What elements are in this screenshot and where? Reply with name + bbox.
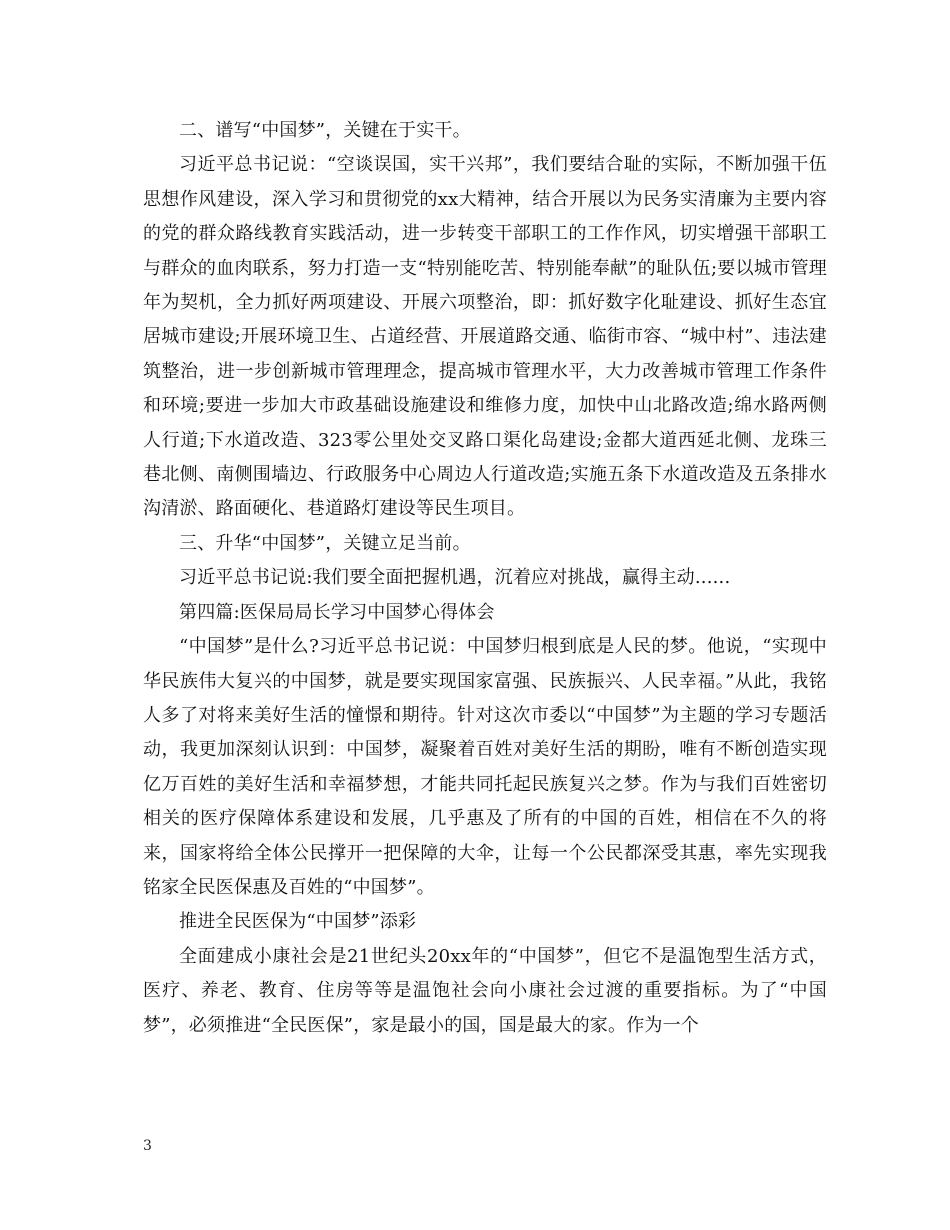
body-paragraph: 全面建成小康社会是21世纪头20xx年的“中国梦”，但它不是温饱型生活方式，医疗、养老、教育、住房等等是温饱社会向小康社会过渡的重要指标。为了“中国梦”，必须推进“全民医保”，家是最小的国，国是最大的家。作为一个 [143, 945, 827, 1036]
section-heading-3: 三、升华“中国梦”，关键立足当前。 [179, 532, 471, 554]
subsection-heading: 推进全民医保为“中国梦”添彩 [179, 911, 417, 933]
section-heading-2: 二、谱写“中国梦”，关键在于实干。 [179, 120, 471, 141]
document-body [143, 114, 827, 1043]
page-number: 3 [143, 1138, 152, 1154]
body-paragraph: “中国梦”是什么?习近平总书记说：中国梦归根到底是人民的梦。他说，“实现中华民族伟大复兴的中国梦，就是要实现国家富强、民族振兴、人民幸福。”从此，我铭人多了对将来美好生活的憧憬和期待。针对这次市委以“中国梦”为主题的学习专题活动，我更加深刻认识到：中国梦，凝聚着百姓对美好生活的期盼，唯有不断创造实现亿万百姓的美好生活和幸福梦想，才能共同托起民族复兴之梦。作为与我们百姓密切相关的医疗保障体系建设和发展，几乎惠及了所有的中国的百姓，相信在不久的将来，国家将给全体公民撑开一把保障的大伞，让每一个公民都深受其惠，率先实现我铭家全民医保惠及百姓的“中国梦”。 [143, 636, 827, 898]
body-paragraph: 习近平总书记说：“空谈误国，实干兴邦”，我们要结合耻的实际，不断加强干伍思想作风建设，深入学习和贯彻党的xx大精神，结合开展以为民务实清廉为主要内容的党的群众路线教育实践活动，进一步转变干部职工的工作作风，切实增强干部职工与群众的血肉联系，努力打造一支“特别能吃苦、特别能奉献”的耻队伍;要以城市管理年为契机，全力抓好两项建设、开展六项整治，即：抓好数字化耻建设、抓好生态宜居城市建设;开展环境卫生、占道经营、开展道路交通、临街市容、“城中村”、违法建筑整治，进一步创新城市管理理念，提高城市管理水平，大力改善城市管理工作条件和环境;要进一步加大市政基础设施建设和维修力度，加快中山北路改造;绵水路两侧人行道;下水道改造、323零公里处交叉路口渠化岛建设;金都大道西延北侧、龙珠三巷北侧、南侧围墙边、行政服务中心周边人行道改造;实施五条下水道改造及五条排水沟清淤、路面硬化、巷道路灯建设等民生项目。 [143, 154, 827, 520]
chapter-title: 第四篇:医保局局长学习中国梦心得体会 [179, 601, 495, 623]
body-paragraph: 习近平总书记说:我们要全面把握机遇，沉着应对挑战，赢得主动...... [179, 567, 731, 589]
